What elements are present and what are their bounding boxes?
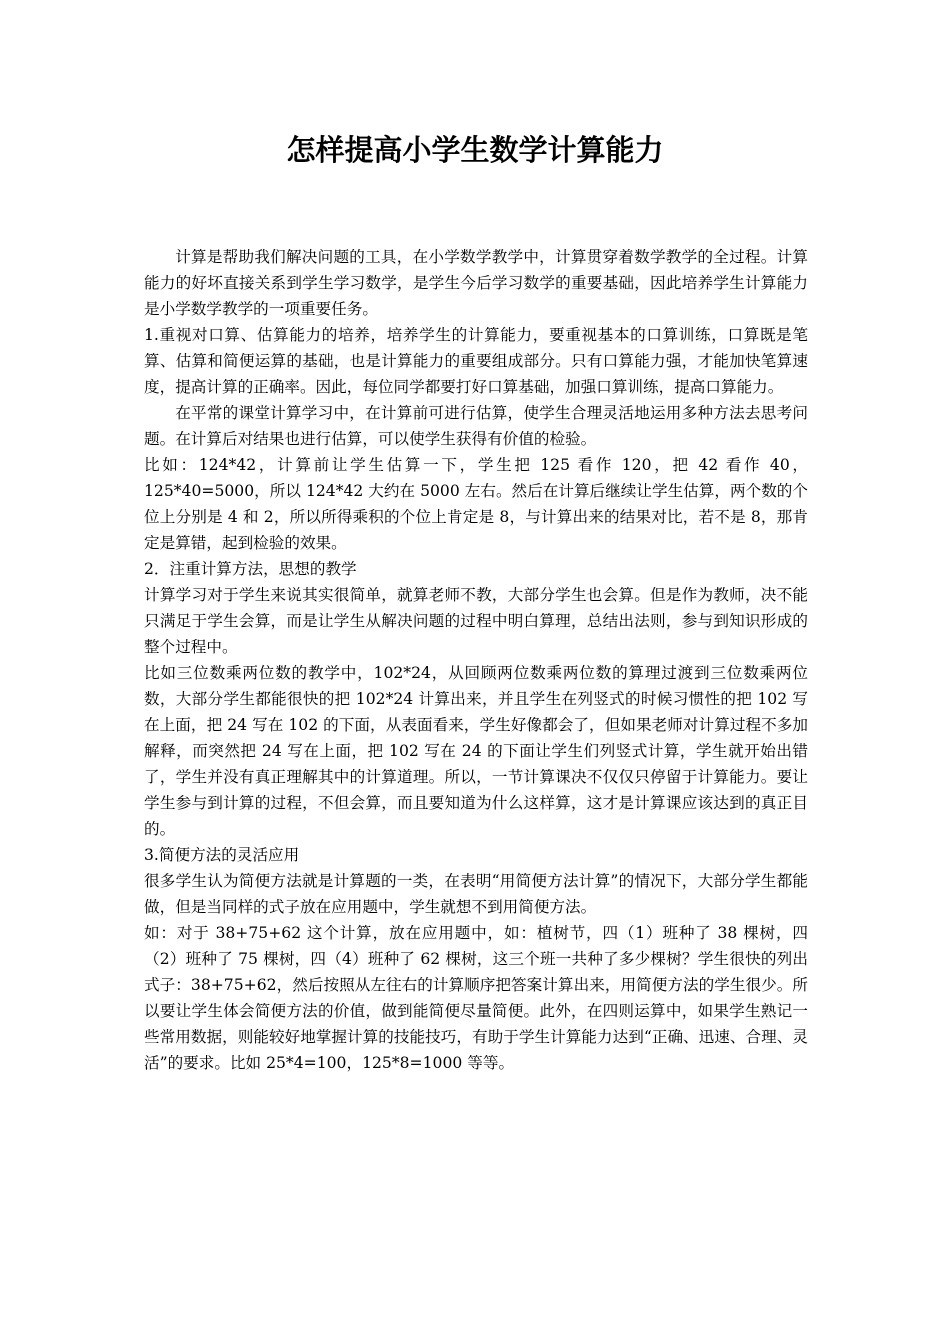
paragraph: 如：对于 38+75+62 这个计算，放在应用题中，如：植树节，四（1）班种了 38 棵树，四（2）班种了 75 棵树，四（4）班种了 62 棵树，这三个班一共种了多少棵树？学生很快的列出式子：38+75+62，然后按照从左往右的计算顺序把答案计算出来，用简便方法的学生很少。所以要让学生体会简便方法的价值，做到能简便尽量简便。此外，在四则运算中，如果学生熟记一些常用数据，则能较好地掌握计算的技能技巧，有助于学生计算能力达到“正确、迅速、合理、灵活”的要求。比如 25*4=100，125*8=1000 等等。 [144, 924, 808, 1072]
section-heading: 2．注重计算方法，思想的教学 [144, 560, 357, 578]
section-heading: 3.简便方法的灵活应用 [144, 846, 300, 864]
document-title: 怎样提高小学生数学计算能力 [286, 133, 664, 167]
document-body [144, 244, 808, 1076]
paragraph: 很多学生认为简便方法就是计算题的一类，在表明“用简便方法计算”的情况下，大部分学生都能做，但是当同样的式子放在应用题中，学生就想不到用简便方法。 [144, 872, 808, 916]
paragraph: 比如：124*42，计算前让学生估算一下，学生把 125 看作 120，把 42 看作 40，125*40=5000，所以 124*42 大约在 5000 左右。然后在计算后继续让学生估算，两个数的个位上分别是 4 和 2，所以所得乘积的个位上肯定是 8，与计算出来的结果对比，若不是 8，那肯定是算错，起到检验的效果。 [144, 456, 808, 552]
paragraph: 1.重视对口算、估算能力的培养，培养学生的计算能力，要重视基本的口算训练，口算既是笔算、估算和简便运算的基础，也是计算能力的重要组成部分。只有口算能力强，才能加快笔算速度，提高计算的正确率。因此，每位同学都要打好口算基础，加强口算训练，提高口算能力。 [144, 326, 808, 396]
paragraph: 在平常的课堂计算学习中，在计算前可进行估算，使学生合理灵活地运用多种方法去思考问题。在计算后对结果也进行估算，可以使学生获得有价值的检验。 [144, 404, 808, 448]
paragraph: 计算学习对于学生来说其实很简单，就算老师不教，大部分学生也会算。但是作为教师，决不能只满足于学生会算，而是让学生从解决问题的过程中明白算理，总结出法则，参与到知识形成的整个过程中。 [144, 586, 808, 656]
paragraph: 比如三位数乘两位数的教学中，102*24，从回顾两位数乘两位数的算理过渡到三位数乘两位数，大部分学生都能很快的把 102*24 计算出来，并且学生在列竖式的时候习惯性的把 102 写在上面，把 24 写在 102 的下面，从表面看来，学生好像都会了，但如果老师对计算过程不多加解释，而突然把 24 写在上面，把 102 写在 24 的下面让学生们列竖式计算，学生就开始出错了，学生并没有真正理解其中的计算道理。所以，一节计算课决不仅仅只停留于计算能力。要让学生参与到计算的过程，不但会算，而且要知道为什么这样算，这才是计算课应该达到的真正目的。 [144, 664, 808, 838]
paragraph: 计算是帮助我们解决问题的工具，在小学数学教学中，计算贯穿着数学教学的全过程。计算能力的好坏直接关系到学生学习数学，是学生今后学习数学的重要基础，因此培养学生计算能力是小学数学教学的一项重要任务。 [144, 248, 808, 318]
